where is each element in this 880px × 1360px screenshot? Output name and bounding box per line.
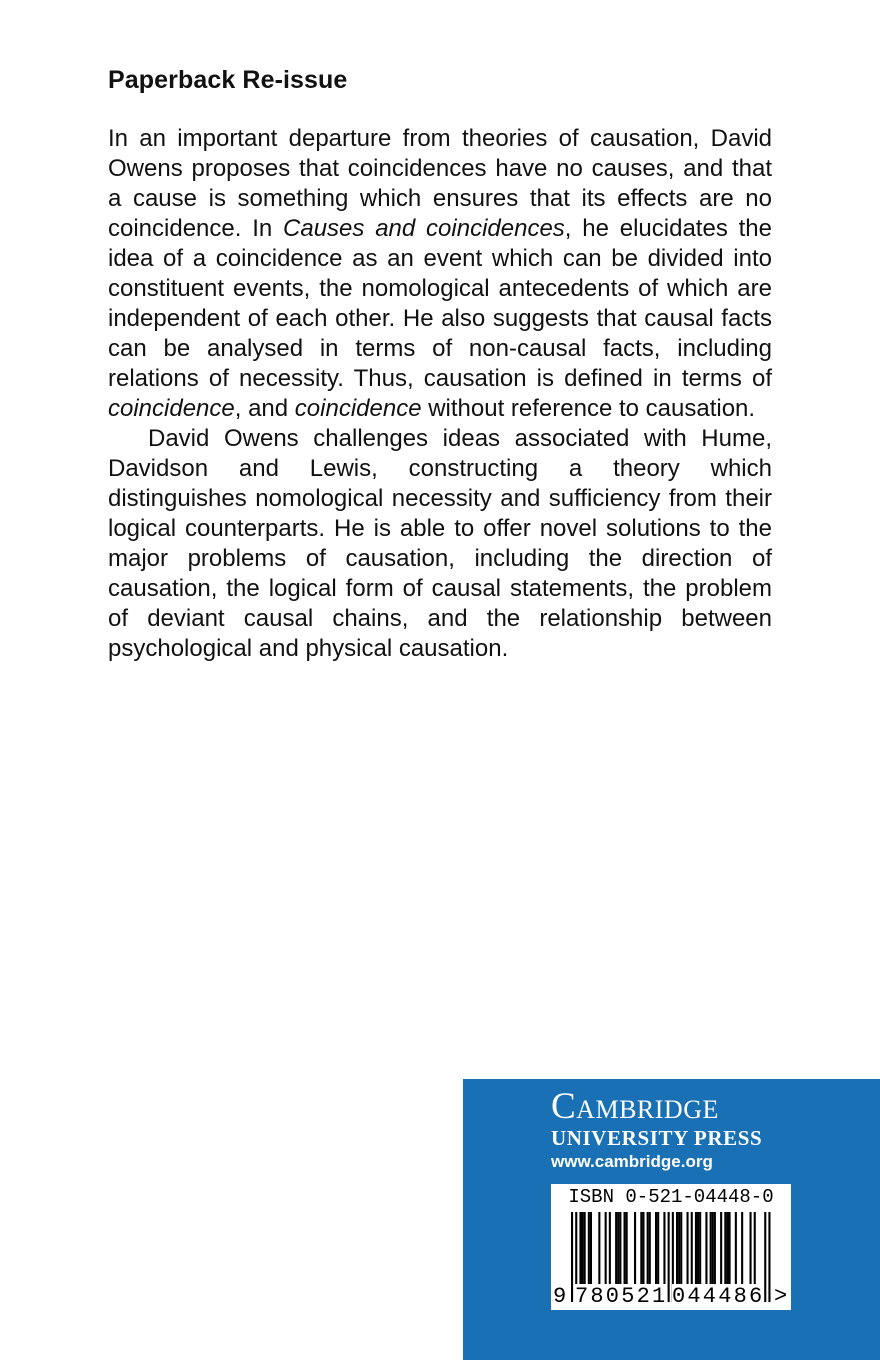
barcode-bar xyxy=(649,1212,651,1288)
barcode-bar xyxy=(584,1212,586,1288)
barcode-bar xyxy=(678,1212,680,1288)
barcode-bar xyxy=(691,1212,693,1288)
barcode-bar xyxy=(626,1212,628,1288)
barcode-bar xyxy=(676,1212,678,1288)
barcode-bar xyxy=(710,1212,712,1288)
barcode-bar xyxy=(642,1212,644,1288)
publisher-subtitle: UNIVERSITY PRESS xyxy=(551,1126,763,1150)
back-cover-heading: Paperback Re-issue xyxy=(108,66,348,94)
isbn-label: ISBN 0-521-04448-0 xyxy=(568,1186,774,1208)
barcode-bar xyxy=(705,1212,707,1288)
ean-left-group: 780521 xyxy=(575,1284,668,1309)
barcode-bar xyxy=(640,1212,642,1288)
paragraph-1-part-4: without reference to causation. xyxy=(421,395,756,422)
paragraph-1-part-3: , and xyxy=(234,395,295,422)
barcode-bar xyxy=(617,1212,619,1288)
barcode-bar xyxy=(768,1212,770,1302)
barcode-bar xyxy=(764,1212,766,1302)
barcode-bar xyxy=(588,1212,590,1288)
barcode-bar xyxy=(624,1212,626,1288)
ean-right-group: 044486 xyxy=(672,1284,765,1309)
coincidence-italic-2: coincidence xyxy=(294,395,422,422)
barcode-bar xyxy=(695,1212,697,1288)
barcode-bar xyxy=(712,1212,714,1288)
barcode-bar xyxy=(699,1212,701,1288)
blurb-text xyxy=(108,124,772,664)
barcode-bar xyxy=(720,1212,722,1288)
barcode-bar xyxy=(668,1212,670,1302)
publisher-url: www.cambridge.org xyxy=(551,1152,713,1171)
barcode-bar xyxy=(582,1212,584,1288)
barcode-bar xyxy=(724,1212,726,1288)
barcode-bar xyxy=(598,1212,600,1288)
barcode-bar xyxy=(579,1212,581,1288)
barcode-bar xyxy=(754,1212,756,1288)
barcode-bar xyxy=(729,1212,731,1288)
barcode-bar xyxy=(590,1212,592,1288)
barcode-bar xyxy=(615,1212,617,1288)
barcode-bar xyxy=(609,1212,611,1288)
paragraph-1-part-1: In an important departure from theories of causation, David Owens proposes that coincidences have no causes, and that a cause is something which ensures that its effects are no coincidence. In xyxy=(108,125,772,242)
barcode-bar xyxy=(735,1212,737,1288)
paragraph-1-part-2: , he elucidates the idea of a coincidence as an event which can be divided into constituent events, the nomological antecedents of which are independent of each other. He also suggests that causal facts can be analysed in terms of non-causal facts, including relations of necessity. Thus, causation is defined in terms of xyxy=(108,215,772,392)
barcode-bar xyxy=(680,1212,682,1288)
blurb-paragraph-1 xyxy=(108,124,772,424)
barcode-bar xyxy=(697,1212,699,1288)
barcode-bar xyxy=(687,1212,689,1288)
barcode-bar xyxy=(657,1212,659,1288)
barcode-bar xyxy=(571,1212,573,1302)
barcode-bar xyxy=(605,1212,607,1288)
coincidence-italic-1: coincidence xyxy=(108,395,235,422)
barcode-bar xyxy=(663,1212,665,1288)
book-title-italic: Causes and coincidences xyxy=(283,215,565,242)
barcode-bar xyxy=(741,1212,743,1288)
barcode-bar xyxy=(655,1212,657,1288)
barcode-bar xyxy=(714,1212,716,1288)
barcode-bar xyxy=(750,1212,752,1288)
barcode-bar xyxy=(634,1212,636,1288)
ean-end-marker: > xyxy=(774,1284,788,1309)
isbn-barcode xyxy=(551,1184,791,1310)
publisher-name: Cambridge xyxy=(551,1086,719,1127)
barcode-bar xyxy=(647,1212,649,1288)
ean-first-digit: 9 xyxy=(553,1284,567,1309)
barcode-bar xyxy=(726,1212,728,1288)
barcode-bar xyxy=(619,1212,621,1288)
blurb-paragraph-2: David Owens challenges ideas associated with Hume, Davidson and Lewis, constructing a theory which distinguishes nomological necessity and sufficiency from their logical counterparts. He is able to offer novel solutions to the major problems of causation, including the direction of causation, the logical form of causal statements, the problem of deviant causal chains, and the relationship between psychological and physical causation. xyxy=(108,425,772,662)
